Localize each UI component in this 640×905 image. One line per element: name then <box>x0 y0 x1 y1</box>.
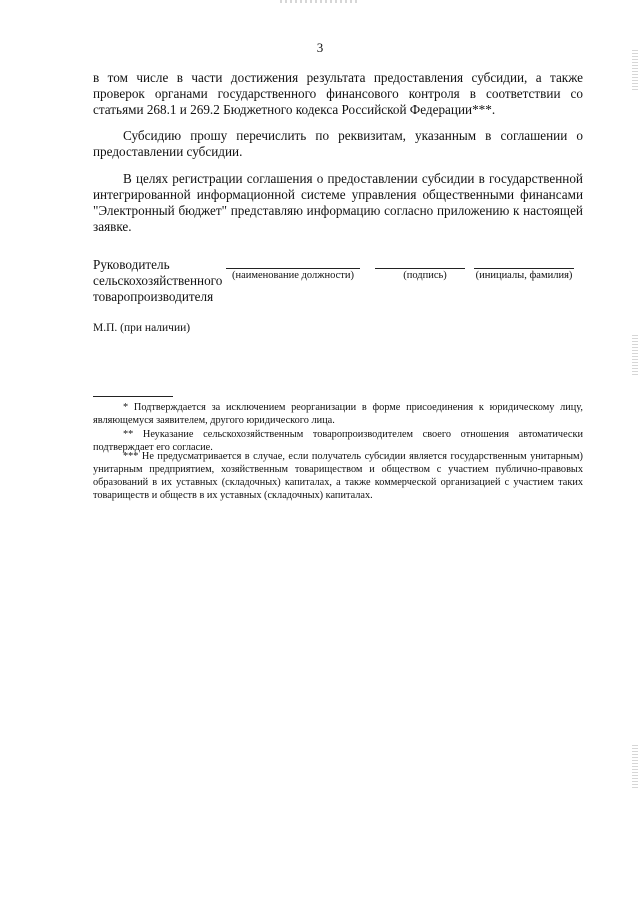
caption-position: (наименование должности) <box>231 270 355 281</box>
page-number: 3 <box>316 40 324 55</box>
scan-mark-1 <box>632 50 638 90</box>
scan-mark-2 <box>632 335 638 375</box>
signer-role-line3: товаропроизводителя <box>93 289 214 304</box>
paragraph-continuation: в том числе в части достижения результата предоставления субсидии, а также проверок органами государственного финансового контроля в соответствии со статьями 268.1 и 269.2 Бюджетного кодекса Российской Федерации***. <box>93 70 583 117</box>
footnote-2: ** Неуказание сельскохозяйственным товаропроизводителем своего отношения автоматически подтверждает его согласие. <box>93 429 583 453</box>
position-line <box>226 268 360 269</box>
paragraph-requisites: Субсидию прошу перечислить по реквизитам, указанным в соглашении о предоставлении субсидии. <box>93 128 583 159</box>
signer-role <box>93 257 263 305</box>
signature-line <box>375 268 465 269</box>
signer-role-line1: Руководитель <box>93 257 170 272</box>
scan-mark-3 <box>632 745 638 790</box>
caption-signature: (подпись) <box>403 270 447 281</box>
footnote-1: * Подтверждается за исключением реорганизации в форме присоединения к юридическому лицу, являющемуся заявителем, другого юридического лица. <box>93 402 583 426</box>
footnote-3: *** Не предусматривается в случае, если получатель субсидии является государственным унитарным) унитарным предприятием, хозяйственным товариществом и обществом с участием публично-правовых образований в их уставных (складочных) капиталах, а также коммерческой организацией с участием таких товариществ и обществ в их уставных (складочных) капиталах. <box>93 451 583 501</box>
paragraph-registration: В целях регистрации соглашения о предоставлении субсидии в государственной интегрированной информационной системе управления общественными финансами "Электронный бюджет" представляю информацию согласно приложению к настоящей заявке. <box>93 171 583 234</box>
top-scan-mark <box>280 0 360 3</box>
caption-name: (инициалы, фамилия) <box>475 270 573 281</box>
signer-role-line2: сельскохозяйственного <box>93 273 223 288</box>
name-line <box>474 268 574 269</box>
footnote-rule <box>93 396 173 397</box>
stamp-place: М.П. (при наличии) <box>93 322 191 334</box>
